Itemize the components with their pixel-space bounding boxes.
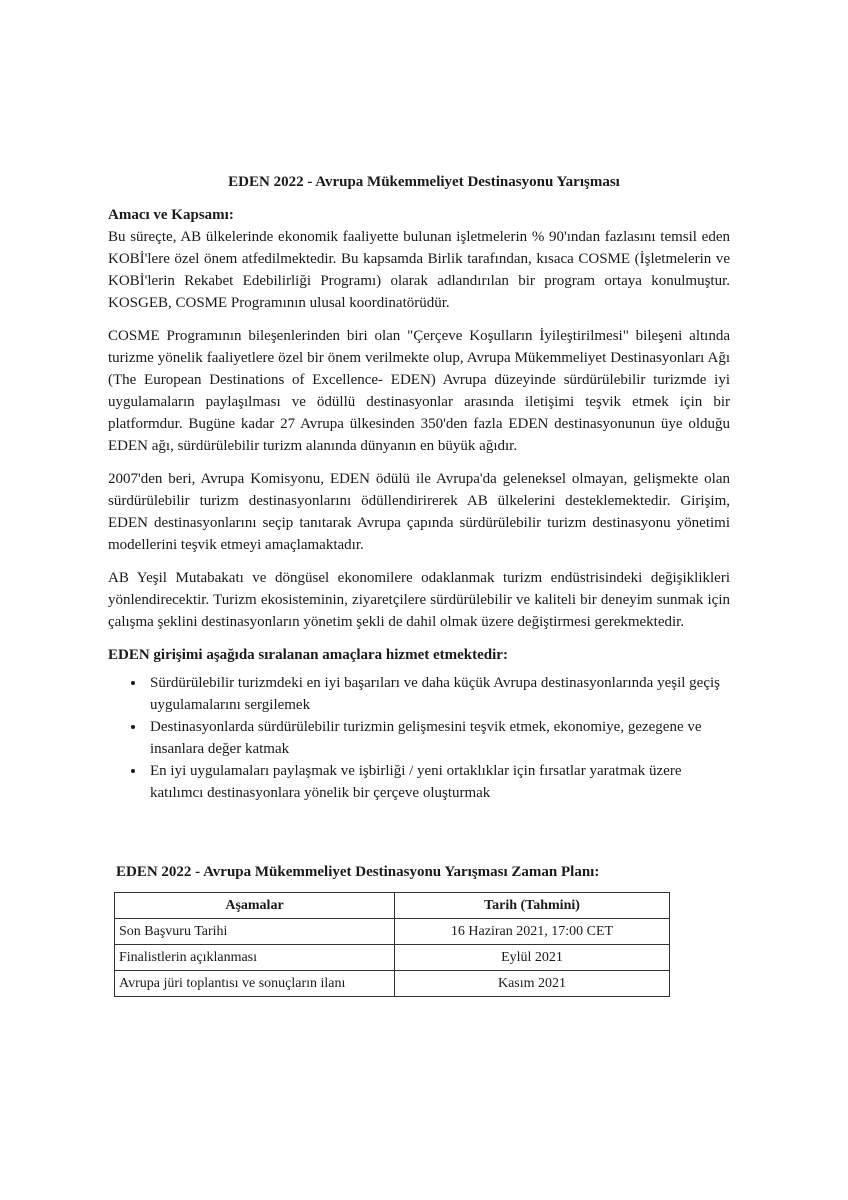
- schedule-table: [114, 892, 670, 997]
- date-cell: Eylül 2021: [395, 945, 670, 971]
- table-row: [115, 945, 670, 971]
- goal-item: • En iyi uygulamaları paylaşmak ve işbirliği / yeni ortaklıklar için fırsatlar yaratmak üzere katılımcı destinasyonlara yönelik bir çerçeve oluşturmak: [146, 760, 730, 804]
- date-cell: Kasım 2021: [395, 971, 670, 997]
- goals-heading: EDEN girişimi aşağıda sıralanan amaçlara hizmet etmektedir:: [108, 647, 508, 663]
- document-body: [108, 204, 730, 804]
- phase-cell: Avrupa jüri toplantısı ve sonuçların ilanı: [115, 971, 395, 997]
- date-cell: 16 Haziran 2021, 17:00 CET: [395, 919, 670, 945]
- paragraph: COSME Programının bileşenlerinden biri olan "Çerçeve Koşulların İyileştirilmesi" bileşeni altında turizme yönelik faaliyetlere özel bir önem verilmekte olup, Avrupa Mükemmeliyet Destinasyonları Ağı (The European Destinations of Excellence- EDEN) Avrupa düzeyinde sürdürülebilir turizmde iyi uygulamaların paylaşılması ve ödüllü destinasyonlar arasında iletişimi teşvik etmek için bir platformdur. Bugüne kadar 27 Avrupa ülkesinden 350'den fazla EDEN destinasyonunun üye olduğu EDEN ağı, sürdürülebilir turizm alanında dünyanın en büyük ağıdır.: [108, 328, 730, 454]
- paragraph: Bu süreçte, AB ülkelerinde ekonomik faaliyette bulunan işletmelerin % 90'ından fazlasını temsil eden KOBİ'lere özel önem atfedilmektedir. Bu kapsamda Birlik tarafından, kısaca COSME (İşletmelerin ve KOBİ'lerin Rekabet Edebilirliği Programı) olarak adlandırılan bir program ortaya konulmuştur. KOSGEB, COSME Programının ulusal koordinatörüdür.: [108, 229, 730, 311]
- paragraph: AB Yeşil Mutabakatı ve döngüsel ekonomilere odaklanmak turizm endüstrisindeki değişiklikleri yönlendirecektir. Turizm ekosisteminin, ziyaretçilere sürdürülebilir ve kaliteli bir deneyim sunmak için çalışma şeklini destinasyonların yönetim şekli de dahil olmak üzere değiştirmesi gerekmektedir.: [108, 570, 730, 630]
- goal-item: • Destinasyonlarda sürdürülebilir turizmin gelişmesini teşvik etmek, ekonomiye, gezegene ve insanlara değer katmak: [146, 716, 730, 760]
- goals-list: [108, 672, 730, 804]
- goal-item: • Sürdürülebilir turizmdeki en iyi başarıları ve daha küçük Avrupa destinasyonlarında yeşil geçiş uygulamalarını sergilemek: [146, 672, 730, 716]
- phase-cell: Son Başvuru Tarihi: [115, 919, 395, 945]
- column-header-phases: Aşamalar: [115, 893, 395, 919]
- plan-title: EDEN 2022 - Avrupa Mükemmeliyet Destinasyonu Yarışması Zaman Planı:: [116, 864, 600, 880]
- paragraph: 2007'den beri, Avrupa Komisyonu, EDEN ödülü ile Avrupa'da geleneksel olmayan, gelişmekte olan sürdürülebilir turizm destinasyonlarını ödüllendirirerek AB ülkelerini desteklemektedir. Girişim, EDEN destinasyonlarını seçip tanıtarak Avrupa çapında sürdürülebilir turizm destinasyonu yönetimi modellerini teşvik etmeyi amaçlamaktadır.: [108, 471, 730, 553]
- table-row: [115, 919, 670, 945]
- table-header-row: [115, 893, 670, 919]
- column-header-date: Tarih (Tahmini): [395, 893, 670, 919]
- phase-cell: Finalistlerin açıklanması: [115, 945, 395, 971]
- document-title: EDEN 2022 - Avrupa Mükemmeliyet Destinasyonu Yarışması: [228, 174, 620, 190]
- table-row: [115, 971, 670, 997]
- section-heading: Amacı ve Kapsamı:: [108, 207, 234, 223]
